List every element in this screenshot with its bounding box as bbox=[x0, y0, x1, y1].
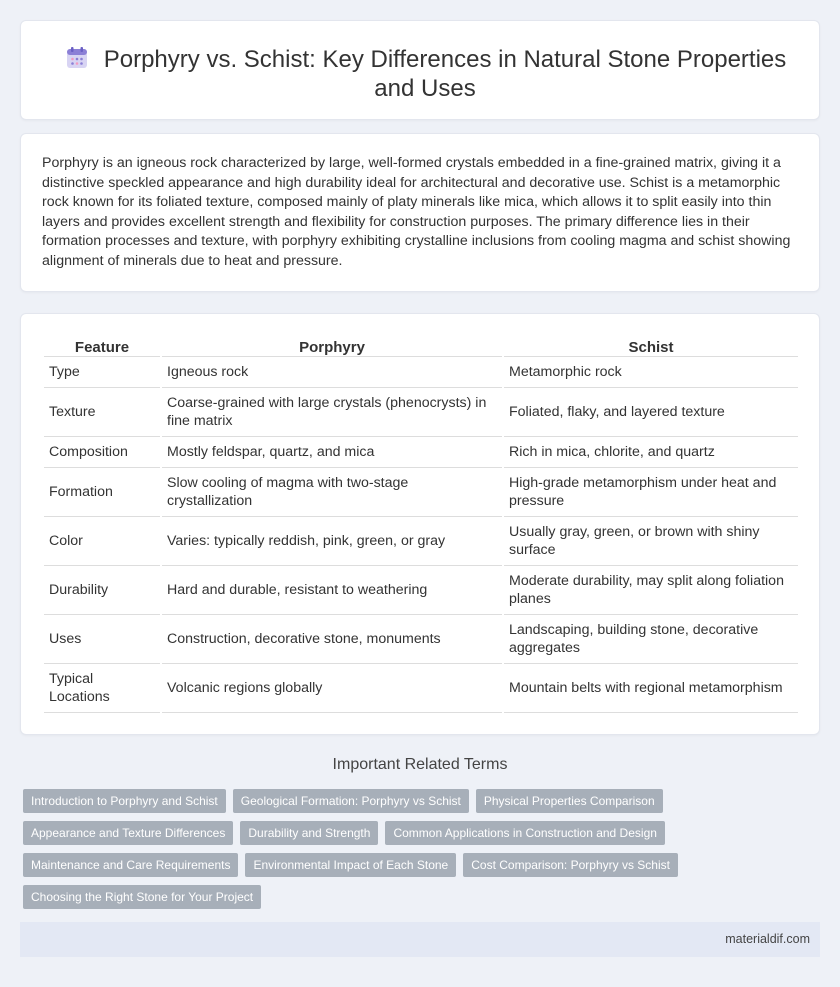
schist-cell: Rich in mica, chlorite, and quartz bbox=[504, 437, 798, 468]
related-term-tag[interactable]: Physical Properties Comparison bbox=[476, 789, 663, 813]
table-row bbox=[44, 468, 798, 517]
schist-cell: Foliated, flaky, and layered texture bbox=[504, 388, 798, 437]
porphyry-cell: Mostly feldspar, quartz, and mica bbox=[162, 437, 502, 468]
intro-paragraph: Porphyry is an igneous rock characterized by large, well-formed crystals embedded in a fine-grained matrix, giving it a distinctive speckled appearance and high durability ideal for architectural and decorative use. Schist is a metamorphic rock known for its foliated texture, composed mainly of platy minerals like mica, which allows it to split easily into thin layers and provides excellent strength and flexibility for construction purposes. The primary difference lies in their formation processes and texture, with porphyry exhibiting crystalline inclusions from cooling magma and schist showing alignment of minerals due to heat and pressure. bbox=[42, 155, 791, 269]
feature-cell: Typical Locations bbox=[44, 664, 160, 713]
feature-cell: Uses bbox=[44, 615, 160, 664]
related-terms-list bbox=[23, 789, 823, 917]
schist-cell: High-grade metamorphism under heat and pressure bbox=[504, 468, 798, 517]
schist-cell: Metamorphic rock bbox=[504, 357, 798, 388]
related-term-tag[interactable]: Geological Formation: Porphyry vs Schist bbox=[233, 789, 469, 813]
table-row bbox=[44, 615, 798, 664]
feature-cell: Color bbox=[44, 517, 160, 566]
porphyry-cell: Coarse-grained with large crystals (phenocrysts) in fine matrix bbox=[162, 388, 502, 437]
footer bbox=[20, 922, 820, 957]
schist-cell: Landscaping, building stone, decorative aggregates bbox=[504, 615, 798, 664]
comparison-table-card bbox=[20, 313, 820, 735]
comparison-table bbox=[42, 334, 800, 713]
feature-cell: Durability bbox=[44, 566, 160, 615]
related-term-tag[interactable]: Choosing the Right Stone for Your Project bbox=[23, 885, 261, 909]
related-term-tag[interactable]: Common Applications in Construction and Design bbox=[385, 821, 664, 845]
related-terms-title: Important Related Terms bbox=[332, 756, 508, 773]
tag-row bbox=[23, 821, 823, 853]
porphyry-cell: Igneous rock bbox=[162, 357, 502, 388]
related-term-tag[interactable]: Environmental Impact of Each Stone bbox=[245, 853, 456, 877]
schist-cell: Mountain belts with regional metamorphism bbox=[504, 664, 798, 713]
table-row bbox=[44, 566, 798, 615]
porphyry-cell: Volcanic regions globally bbox=[162, 664, 502, 713]
header-feature: Feature bbox=[44, 334, 160, 357]
related-term-tag[interactable]: Cost Comparison: Porphyry vs Schist bbox=[463, 853, 678, 877]
porphyry-cell: Construction, decorative stone, monuments bbox=[162, 615, 502, 664]
feature-cell: Composition bbox=[44, 437, 160, 468]
header-porphyry: Porphyry bbox=[162, 334, 502, 357]
related-term-tag[interactable]: Introduction to Porphyry and Schist bbox=[23, 789, 226, 813]
footer-site-link[interactable]: materialdif.com bbox=[725, 932, 810, 946]
header-card bbox=[20, 20, 820, 120]
related-term-tag[interactable]: Appearance and Texture Differences bbox=[23, 821, 233, 845]
table-header-row bbox=[44, 334, 798, 357]
feature-cell: Texture bbox=[44, 388, 160, 437]
intro-card bbox=[20, 133, 820, 292]
page-title: Porphyry vs. Schist: Key Differences in Natural Stone Properties and Uses bbox=[103, 46, 787, 102]
tag-row bbox=[23, 789, 823, 821]
related-term-tag[interactable]: Maintenance and Care Requirements bbox=[23, 853, 238, 877]
related-term-tag[interactable]: Durability and Strength bbox=[240, 821, 378, 845]
table-row bbox=[44, 388, 798, 437]
feature-cell: Formation bbox=[44, 468, 160, 517]
tag-row bbox=[23, 885, 823, 917]
page-title-wrap bbox=[61, 45, 789, 103]
header-schist: Schist bbox=[504, 334, 798, 357]
porphyry-cell: Varies: typically reddish, pink, green, or gray bbox=[162, 517, 502, 566]
table-row bbox=[44, 517, 798, 566]
schist-cell: Moderate durability, may split along foliation planes bbox=[504, 566, 798, 615]
table-row bbox=[44, 437, 798, 468]
porphyry-cell: Slow cooling of magma with two-stage crystallization bbox=[162, 468, 502, 517]
feature-cell: Type bbox=[44, 357, 160, 388]
porphyry-cell: Hard and durable, resistant to weathering bbox=[162, 566, 502, 615]
table-row bbox=[44, 357, 798, 388]
tag-row bbox=[23, 853, 823, 885]
table-row bbox=[44, 664, 798, 713]
calendar-icon bbox=[64, 46, 90, 70]
schist-cell: Usually gray, green, or brown with shiny surface bbox=[504, 517, 798, 566]
